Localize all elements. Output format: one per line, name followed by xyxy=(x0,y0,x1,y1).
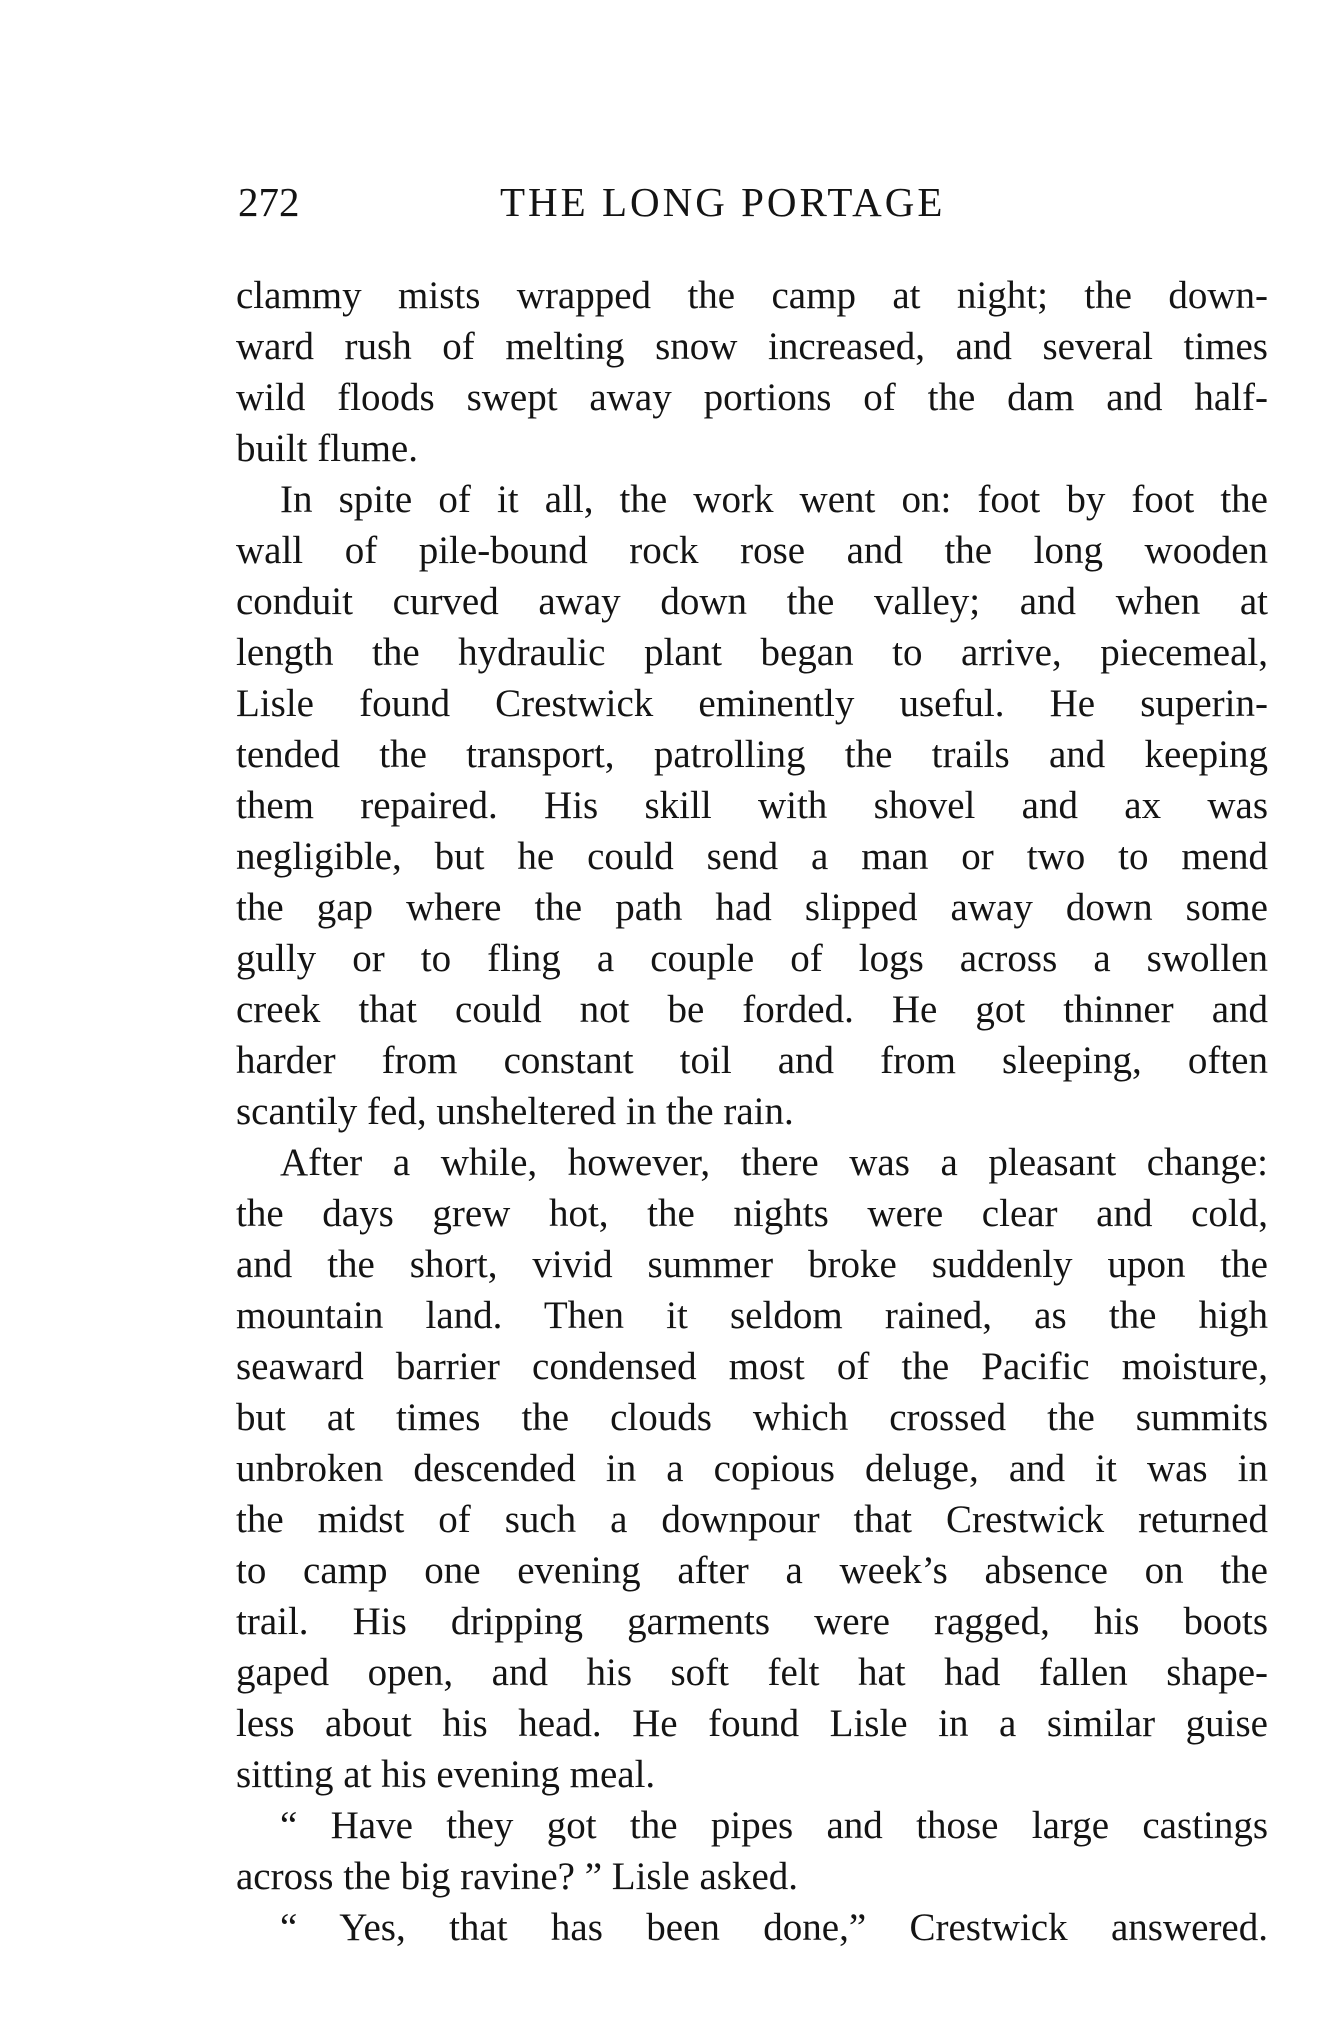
text-line: them repaired. His skill with shovel and ax was xyxy=(236,784,1268,827)
text-line: unbroken descended in a copious deluge, and it was in xyxy=(236,1447,1268,1490)
text-line: tended the transport, patrolling the trails and keeping xyxy=(236,733,1268,776)
text-line: scantily fed, unsheltered in the rain. xyxy=(236,1090,794,1133)
text-line: the midst of such a downpour that Crestwick returned xyxy=(236,1498,1268,1541)
text-line: ward rush of melting snow increased, and several times xyxy=(236,325,1268,368)
text-line: wall of pile-bound rock rose and the long wooden xyxy=(236,529,1268,572)
text-line: built flume. xyxy=(236,427,418,470)
text-line: creek that could not be forded. He got thinner and xyxy=(236,988,1268,1031)
page-header xyxy=(238,178,1268,238)
text-line: trail. His dripping garments were ragged, his boots xyxy=(236,1600,1268,1643)
text-line: gully or to fling a couple of logs across a swollen xyxy=(236,937,1268,980)
text-line: clammy mists wrapped the camp at night; the down- xyxy=(236,274,1268,317)
text-line: harder from constant toil and from sleeping, often xyxy=(236,1039,1268,1082)
text-line: the gap where the path had slipped away down some xyxy=(236,886,1268,929)
text-line: Lisle found Crestwick eminently useful. He superin- xyxy=(236,682,1268,725)
text-line: sitting at his evening meal. xyxy=(236,1753,656,1796)
text-line: gaped open, and his soft felt hat had fallen shape- xyxy=(236,1651,1268,1694)
text-line: In spite of it all, the work went on: foot by foot the xyxy=(280,478,1268,521)
text-line: “ Have they got the pipes and those large castings xyxy=(280,1804,1268,1847)
running-title: THE LONG PORTAGE xyxy=(500,179,946,225)
text-line: After a while, however, there was a pleasant change: xyxy=(280,1141,1268,1184)
text-line: wild floods swept away portions of the dam and half- xyxy=(236,376,1268,419)
text-line: to camp one evening after a week’s absence on the xyxy=(236,1549,1268,1592)
text-line: but at times the clouds which crossed the summits xyxy=(236,1396,1268,1439)
text-line: “ Yes, that has been done,” Crestwick answered. xyxy=(280,1906,1268,1949)
text-line: and the short, vivid summer broke suddenly upon the xyxy=(236,1243,1268,1286)
text-line: seaward barrier condensed most of the Pacific moisture, xyxy=(236,1345,1268,1388)
body-text xyxy=(236,270,1268,1953)
text-line: mountain land. Then it seldom rained, as the high xyxy=(236,1294,1268,1337)
text-line: the days grew hot, the nights were clear and cold, xyxy=(236,1192,1268,1235)
text-line: less about his head. He found Lisle in a similar guise xyxy=(236,1702,1268,1745)
text-line: across the big ravine? ” Lisle asked. xyxy=(236,1855,799,1898)
text-line: length the hydraulic plant began to arrive, piecemeal, xyxy=(236,631,1268,674)
page-number: 272 xyxy=(238,179,300,225)
text-line: conduit curved away down the valley; and when at xyxy=(236,580,1268,623)
text-line: negligible, but he could send a man or two to mend xyxy=(236,835,1268,878)
